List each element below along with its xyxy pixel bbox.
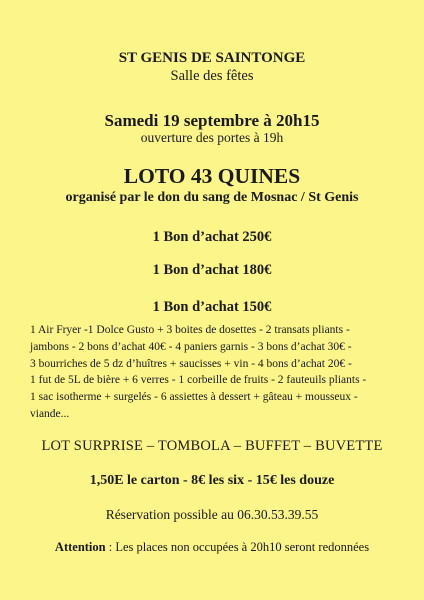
town-title: ST GENIS DE SAINTONGE	[118, 50, 306, 66]
venue-name: Salle des fêtes	[170, 68, 254, 84]
prize-line: jambons - 2 bons d’achat 40€ - 4 paniers garnis - 3 bons d’achat 30€ -	[30, 340, 352, 353]
notice-line	[0, 540, 424, 555]
main-prize-1: 1 Bon d’achat 250€	[152, 229, 272, 245]
event-name: LOTO 43 QUINES	[123, 164, 301, 188]
notice-text: : Les places non occupées à 20h10 seront redonnées	[105, 540, 370, 554]
prize-line: viande...	[30, 407, 70, 420]
doors-opening: ouverture des portes à 19h	[140, 130, 284, 145]
prize-list	[30, 322, 390, 423]
event-date: Samedi 19 septembre à 20h15	[104, 111, 320, 130]
main-prize-2: 1 Bon d’achat 180€	[152, 262, 272, 278]
notice-label: Attention	[54, 540, 106, 554]
pricing-line: 1,50E le carton - 8€ les six - 15€ les douze	[89, 473, 335, 488]
reservation-line: Réservation possible au 06.30.53.39.55	[105, 507, 319, 522]
prize-line: 1 sac isotherme + surgelés - 6 assiettes à dessert + gâteau + mousseux -	[30, 391, 358, 404]
prize-line: 1 fut de 5L de bière + 6 verres - 1 corbeille de fruits - 2 fauteuils pliants -	[30, 374, 367, 387]
organizer: organisé par le don du sang de Mosnac / St Genis	[65, 190, 359, 205]
extras-line: LOT SURPRISE – TOMBOLA – BUFFET – BUVETTE	[41, 438, 383, 454]
main-prize-3: 1 Bon d’achat 150€	[152, 299, 272, 315]
prize-line: 3 bourriches de 5 dz d’huîtres + saucisses + vin - 4 bons d’achat 20€ -	[30, 357, 352, 370]
prize-line: 1 Air Fryer -1 Dolce Gusto + 3 boites de dosettes - 2 transats pliants -	[30, 324, 350, 336]
